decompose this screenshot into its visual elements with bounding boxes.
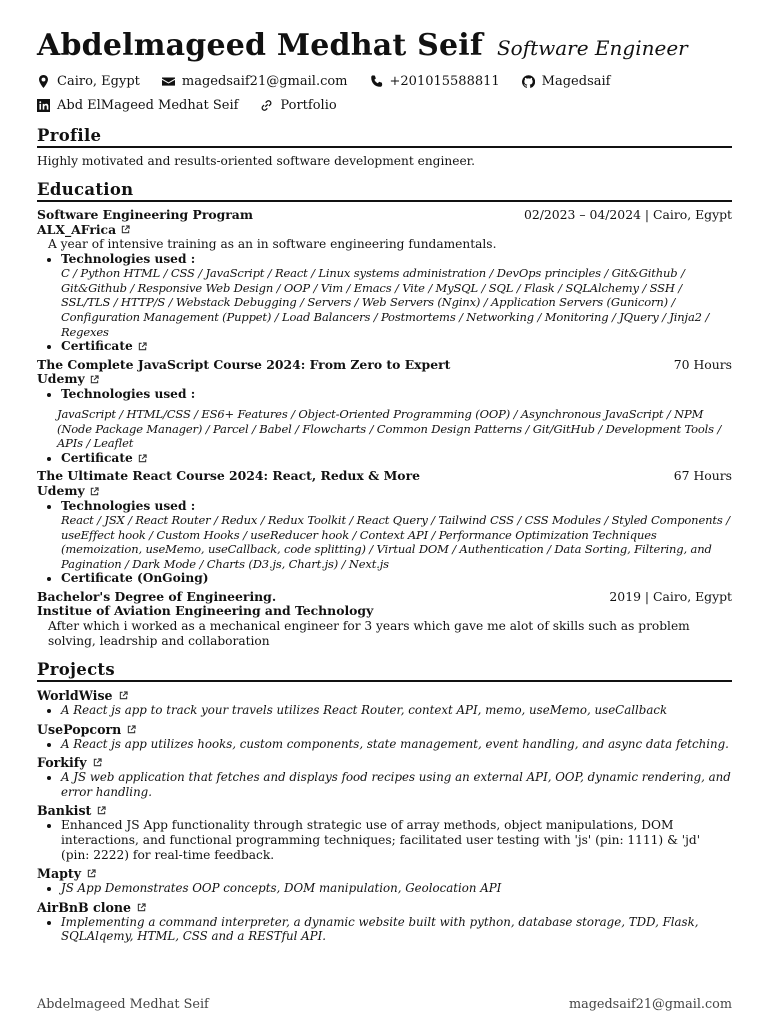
project-name[interactable]: WorldWise	[37, 688, 113, 704]
certificate-label[interactable]: • Certificate	[61, 339, 133, 354]
footer-email: magedsaif21@gmail.com	[568, 997, 732, 1012]
entry-bullets	[37, 252, 732, 354]
section-heading-profile: Profile	[37, 126, 732, 148]
external-link-icon[interactable]	[138, 454, 147, 463]
footer-name: Abdelmageed Medhat Seif	[37, 997, 209, 1012]
project-item-bankist	[37, 803, 732, 862]
entry-title: The Ultimate React Course 2024: React, Redux & More	[37, 468, 420, 484]
envelope-icon	[162, 75, 175, 88]
tech-list: React / JSX / React Router / Redux / Redux Toolkit / React Query / Tailwind CSS / CSS Modules / Styled Components / useEffect hook / Custom Hooks / useReducer hook / Context API / Performance Optimization Techniques (memoization, useMemo, useCallback, code splitting) / Virtual DOM / Authentication / Data Sorting, Filtering, and Pagination / Dark Mode / Charts (D3.js, Chart.js) / Next.js	[61, 512, 730, 571]
candidate-name: Abdelmageed Medhat Seif	[37, 28, 483, 63]
entry-header	[37, 358, 732, 373]
project-bullets	[37, 881, 732, 896]
project-description: • A React js app to track your travels utilizes React Router, context API, memo, useMemo, useCallback	[61, 703, 732, 718]
entry-org[interactable]	[37, 223, 732, 238]
candidate-role: Software Engineer	[496, 36, 688, 60]
list-item	[61, 499, 732, 572]
contact-github[interactable]	[522, 72, 611, 90]
list-item	[61, 339, 732, 353]
tech-label: Technologies used :	[61, 386, 196, 401]
contact-portfolio[interactable]	[260, 96, 336, 114]
tech-list: C / Python HTML / CSS / JavaScript / React / Linux systems administration / DevOps principles / Git&Github / Git&Github / Responsive Web Design / OOP / Vim / Emacs / Vite / MySQL / SQL / Flask / SQLAlchemy / SSH / SSL/TLS / HTTP/S / Webstack Debugging / Servers / Web Servers (Nginx) / Application Servers (Gunicorn) / Configuration Management (Puppet) / Load Balancers / Postmortems / Networking / Monitoring / JQuery / Jinja2 / Regexes	[61, 266, 710, 339]
project-title[interactable]	[37, 722, 732, 737]
entry-header	[37, 208, 732, 223]
tech-label: Technologies used :	[61, 251, 196, 266]
project-title[interactable]	[37, 900, 732, 915]
entry-bullets	[37, 387, 732, 401]
project-name[interactable]: Bankist	[37, 803, 92, 819]
external-link-icon[interactable]	[87, 869, 96, 878]
external-link-icon[interactable]	[137, 903, 146, 912]
entry-description: A year of intensive training as an in software engineering fundamentals.	[48, 237, 497, 252]
project-description: • A JS web application that fetches and displays food recipes using an external API, OOP, dynamic rendering, and error handling.	[61, 770, 732, 799]
location-text: Cairo, Egypt	[57, 73, 140, 89]
org-name[interactable]: ALX_AFrica	[37, 221, 117, 237]
certificate-link[interactable]	[61, 339, 147, 353]
org-name: Institue of Aviation Engineering and Technology	[37, 603, 374, 619]
entry-title: Software Engineering Program	[37, 207, 253, 222]
project-title[interactable]	[37, 755, 732, 770]
project-bullets	[37, 703, 732, 718]
contact-email[interactable]	[162, 72, 348, 90]
project-bullets	[37, 915, 732, 944]
org-name[interactable]: Udemy	[37, 482, 85, 498]
external-link-icon[interactable]	[93, 758, 102, 767]
project-name[interactable]: Mapty	[37, 866, 82, 882]
entry-org[interactable]	[37, 372, 732, 387]
entry-meta: 67 Hours	[673, 468, 732, 484]
location-pin-icon	[37, 75, 50, 88]
list-item	[61, 252, 732, 339]
email-link[interactable]: magedsaif21@gmail.com	[181, 73, 348, 89]
linkedin-icon	[37, 99, 50, 112]
contact-list	[37, 72, 732, 114]
resume-header	[37, 28, 732, 63]
phone-link[interactable]: +201015588811	[389, 73, 500, 89]
github-icon	[522, 75, 535, 88]
phone-icon	[370, 75, 383, 88]
entry-meta: 2019 | Cairo, Egypt	[609, 588, 732, 604]
certificate-link[interactable]	[61, 451, 147, 465]
contact-phone[interactable]	[370, 72, 500, 90]
project-title[interactable]	[37, 866, 732, 881]
portfolio-link[interactable]: Portfolio	[280, 97, 337, 113]
certificate-status: Certificate (OnGoing)	[61, 571, 209, 586]
entry-title: The Complete JavaScript Course 2024: From Zero to Expert	[37, 356, 451, 372]
section-heading-education: Education	[37, 180, 732, 202]
link-icon	[260, 99, 273, 112]
linkedin-link[interactable]: Abd ElMageed Medhat Seif	[57, 97, 239, 113]
project-item-worldwise	[37, 688, 732, 718]
project-description: • Implementing a command interpreter, a dynamic website built with python, database storage, TDD, Flask, SQLAlqemy, HTML, CSS and a RESTful API.	[61, 915, 732, 944]
contact-linkedin[interactable]	[37, 96, 238, 114]
project-item-usepopcorn	[37, 722, 732, 752]
project-bullets	[37, 770, 732, 799]
entry-meta: 70 Hours	[673, 356, 732, 372]
project-name[interactable]: UsePopcorn	[37, 721, 122, 737]
project-description: • Enhanced JS App functionality through strategic use of array methods, object manipulations, DOM interactions, and functional programming techniques; facilitated user testing with 'js' (pin: 1111) & 'jd' (pin: 2222) for real-time feedback.	[61, 818, 732, 862]
entry-org	[37, 604, 732, 619]
project-list	[37, 688, 732, 944]
entry-bullets	[37, 451, 732, 465]
project-title[interactable]	[37, 803, 732, 818]
page-footer	[37, 997, 732, 1012]
tech-list: JavaScript / HTML/CSS / ES6+ Features / Object-Oriented Programming (OOP) / Asynchronous JavaScript / NPM (Node Package Manager) / Parcel / Babel / Flowcharts / Common Design Patterns / Git/GitHub / Development Tools / APIs / Leaflet	[57, 407, 722, 451]
education-entry-react-course	[37, 469, 732, 585]
github-link[interactable]: Magedsaif	[541, 73, 611, 89]
contact-location	[37, 72, 140, 90]
section-heading-projects: Projects	[37, 660, 732, 682]
entry-description: After which i worked as a mechanical engineer for 3 years which gave me alot of skills such as problem solving, leadrship and collaboration	[48, 618, 690, 648]
project-bullets	[37, 818, 732, 862]
entry-meta: 02/2023 – 04/2024 | Cairo, Egypt	[523, 207, 732, 222]
project-description: • A React js app utilizes hooks, custom components, state management, event handling, and async data fetching.	[61, 737, 732, 752]
entry-bullets	[37, 499, 732, 586]
project-name[interactable]: AirBnB clone	[37, 899, 132, 915]
entry-header	[37, 469, 732, 484]
external-link-icon[interactable]	[127, 725, 136, 734]
project-name[interactable]: Forkify	[37, 755, 87, 771]
list-item	[61, 387, 732, 401]
external-link-icon[interactable]	[138, 342, 147, 351]
project-description: • JS App Demonstrates OOP concepts, DOM manipulation, Geolocation API	[61, 881, 732, 896]
external-link-icon[interactable]	[97, 806, 106, 815]
tech-label: Technologies used :	[61, 498, 196, 513]
external-link-icon[interactable]	[119, 691, 128, 700]
certificate-label[interactable]: • Certificate	[61, 450, 133, 465]
education-entry-bachelor	[37, 590, 732, 648]
education-entry-js-course	[37, 358, 732, 466]
list-item	[61, 571, 732, 585]
project-bullets	[37, 737, 732, 752]
entry-title: Bachelor's Degree of Engineering.	[37, 588, 277, 604]
profile-text: Highly motivated and results-oriented software development engineer.	[37, 154, 476, 168]
external-link-icon[interactable]	[90, 375, 99, 384]
entry-org[interactable]	[37, 484, 732, 499]
external-link-icon[interactable]	[121, 225, 130, 234]
org-name[interactable]: Udemy	[37, 371, 85, 387]
project-item-mapty	[37, 866, 732, 896]
entry-header	[37, 590, 732, 605]
resume-page	[37, 28, 732, 944]
project-title[interactable]	[37, 688, 732, 703]
project-item-airbnb-clone	[37, 900, 732, 944]
project-item-forkify	[37, 755, 732, 799]
education-entry-alx	[37, 208, 732, 354]
list-item	[61, 451, 732, 465]
external-link-icon[interactable]	[90, 487, 99, 496]
